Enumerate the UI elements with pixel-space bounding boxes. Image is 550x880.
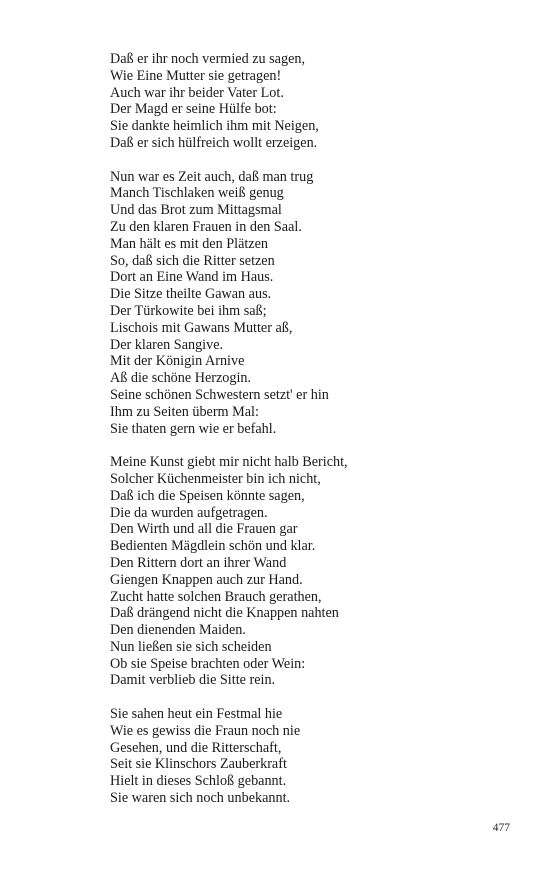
poem-line: Manch Tischlaken weiß genug <box>110 185 284 202</box>
poem-line: Die Sitze theilte Gawan aus. <box>110 286 272 303</box>
poem-line: Der Magd er seine Hülfe bot: <box>110 101 277 118</box>
poem-line: Auch war ihr beider Vater Lot. <box>110 84 284 101</box>
poem-line: So, daß sich die Ritter setzen <box>110 252 275 269</box>
poem-line: Den Rittern dort an ihrer Wand <box>110 554 287 571</box>
poem-line: Und das Brot zum Mittagsmal <box>110 202 282 219</box>
poem-line: Den Wirth und all die Frauen gar <box>110 521 298 538</box>
poem-line: Nun war es Zeit auch, daß man trug <box>110 168 314 185</box>
poem-line: Wie Eine Mutter sie getragen! <box>110 67 282 84</box>
poem-line: Solcher Küchenmeister bin ich nicht, <box>110 470 321 487</box>
poem-line: Hielt in dieses Schloß gebannt. <box>110 773 287 790</box>
poem-line: Die da wurden aufgetragen. <box>110 504 268 521</box>
stanza <box>110 169 530 438</box>
poem-line: Daß ich die Speisen könnte sagen, <box>110 487 305 504</box>
poem-line: Zucht hatte solchen Brauch gerathen, <box>110 588 322 605</box>
poem-line: Aß die schöne Herzogin. <box>110 370 252 387</box>
poem-line: Ihm zu Seiten überm Mal: <box>110 403 259 420</box>
poem-line: Gesehen, und die Ritterschaft, <box>110 739 282 756</box>
poem-line: Zu den klaren Frauen in den Saal. <box>110 218 302 235</box>
poem-line: Bedienten Mägdlein schön und klar. <box>110 538 316 555</box>
poem-line: Seine schönen Schwestern setzt' er hin <box>110 386 329 403</box>
poem-line: Man hält es mit den Plätzen <box>110 235 268 252</box>
poem-line: Lischois mit Gawans Mutter aß, <box>110 319 293 336</box>
poem-line: Sie waren sich noch unbekannt. <box>110 790 291 807</box>
poem-line: Sie dankte heimlich ihm mit Neigen, <box>110 118 319 135</box>
stanza <box>110 454 530 689</box>
poem-line: Der klaren Sangive. <box>110 336 224 353</box>
poem-line: Nun ließen sie sich scheiden <box>110 638 272 655</box>
poem-line: Seit sie Klinschors Zauberkraft <box>110 756 287 773</box>
poem-line: Daß drängend nicht die Knappen nahten <box>110 605 339 622</box>
poem-line: Meine Kunst giebt mir nicht halb Bericht, <box>110 454 348 471</box>
poem-line: Sie thaten gern wie er befahl. <box>110 420 277 437</box>
poem-line: Daß er ihr noch vermied zu sagen, <box>110 51 306 67</box>
poem-line: Dort an Eine Wand im Haus. <box>110 269 274 286</box>
page-number: 477 <box>492 822 510 834</box>
stanza <box>110 51 530 152</box>
poem-line: Damit verblieb die Sitte rein. <box>110 672 276 689</box>
poem-line: Den dienenden Maiden. <box>110 622 246 639</box>
poem-line: Der Türkowite bei ihm saß; <box>110 302 267 319</box>
poem-line: Wie es gewiss die Fraun noch nie <box>110 722 301 739</box>
stanza <box>110 706 530 807</box>
poem-line: Mit der Königin Arnive <box>110 353 245 370</box>
poem-line: Ob sie Speise brachten oder Wein: <box>110 655 306 672</box>
poem-line: Giengen Knappen auch zur Hand. <box>110 571 303 588</box>
poem-line: Daß er sich hülfreich wollt erzeigen. <box>110 134 318 151</box>
poem-line: Sie sahen heut ein Festmal hie <box>110 706 283 723</box>
poem-text <box>110 51 530 824</box>
